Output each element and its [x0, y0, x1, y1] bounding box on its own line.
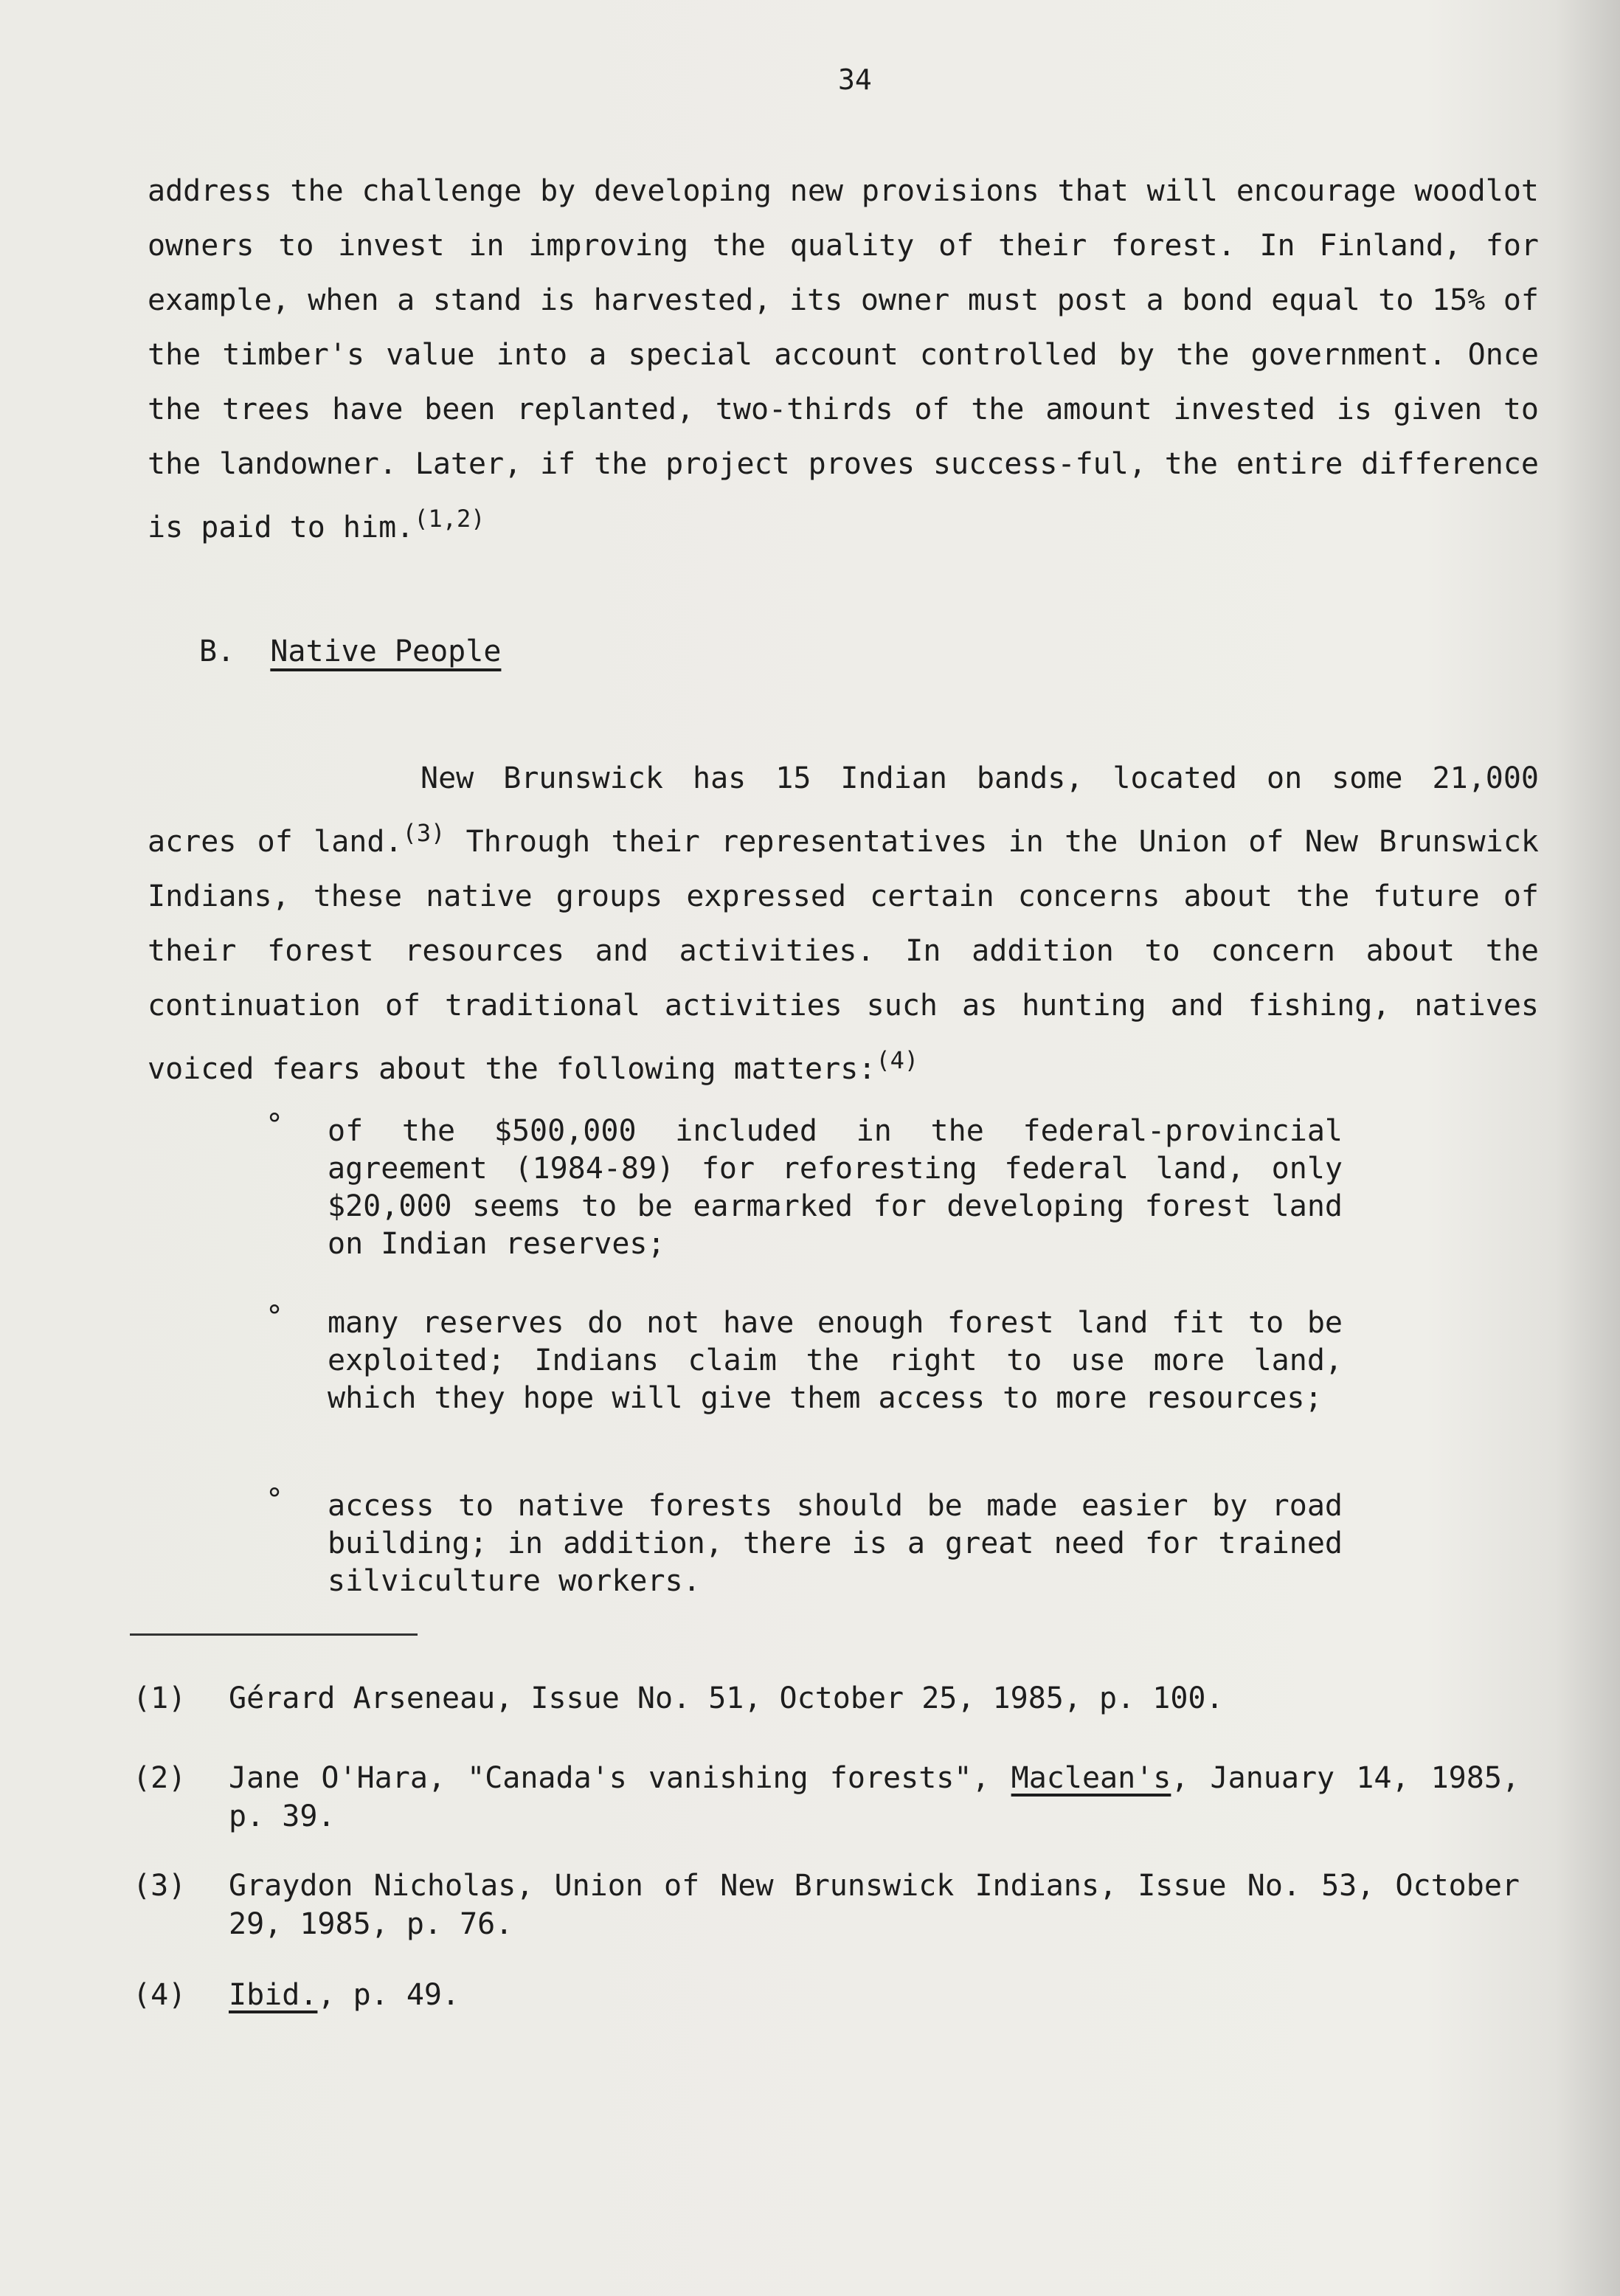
footnote-text-pre: Jane O'Hara, "Canada's vanishing forests",	[229, 1761, 1011, 1795]
concerns-list-3	[266, 1483, 1343, 1600]
section-heading	[199, 634, 501, 668]
ibid-abbreviation: Ibid.	[229, 1978, 318, 2012]
footnote-4	[133, 1976, 1520, 2014]
footnote-text-post: , January 14, 1985, p. 39.	[229, 1761, 1520, 1833]
paragraph-native-people	[148, 751, 1539, 1096]
list-item-text: access to native forests should be made easier by road building; in addition, there is a great need for trained silviculture workers.	[328, 1489, 1343, 1598]
footnote-3	[133, 1867, 1520, 1943]
list-item-text: many reserves do not have enough forest land fit to be exploited; Indians claim the right to use more land, which they hope will give them access to more resources;	[328, 1306, 1343, 1415]
footnote-text: Graydon Nicholas, Union of New Brunswick Indians, Issue No. 53, October 29, 1985, p. 76.	[229, 1869, 1520, 1941]
concerns-list-2	[266, 1300, 1343, 1417]
page-number: 34	[838, 63, 872, 96]
section-title: Native People	[270, 634, 502, 668]
footnote-2	[133, 1759, 1520, 1836]
footnote-text: Gérard Arseneau, Issue No. 51, October 25, 1985, p. 100.	[229, 1681, 1224, 1715]
footnote-label: (2)	[133, 1761, 187, 1795]
footnote-ref: (1,2)	[414, 505, 485, 533]
footnote-text	[229, 1759, 1520, 1836]
list-item	[266, 1108, 1343, 1263]
concerns-list	[266, 1108, 1343, 1263]
footnote-ref: (3)	[402, 819, 446, 847]
list-item	[266, 1300, 1343, 1417]
footnote-label: (1)	[133, 1681, 187, 1715]
paragraph-finland	[148, 164, 1539, 555]
list-item-text: of the $500,000 included in the federal-provincial agreement (1984-89) for reforesting federal land, only $20,000 seems to be earmarked for developing forest land on Indian reserves;	[328, 1114, 1343, 1261]
paragraph-text: address the challenge by developing new provisions that will encourage woodlot owners to invest in improving the quality of their forest. In Finland, for example, when a stand is harvested, its owner must post a bond equal to 15% of the timber's value into a special account controlled by the government. Once the trees have been replanted, two-thirds of the amount invested is given to the landowner. Later, if the project proves success-ful, the entire difference is paid to him.	[148, 174, 1539, 544]
footnote-ref: (4)	[876, 1046, 919, 1074]
footnote-label: (3)	[133, 1869, 187, 1903]
bullet-mark-icon: °	[266, 1483, 284, 1517]
paragraph-text-part1: New Brunswick has 15 Indian bands, located on some 21,000 acres of land.	[148, 761, 1539, 859]
publication-title: Maclean's	[1011, 1761, 1171, 1795]
footnote-1	[133, 1679, 1520, 1718]
paragraph-text-part2: Through their representatives in the Union of New Brunswick Indians, these native groups expressed certain concerns about the future of their forest resources and activities. In addition to concern about the continuation of traditional activities such as hunting and fishing, natives voiced fears about the following matters:	[148, 825, 1539, 1086]
footnote-divider	[130, 1633, 418, 1636]
footnote-text-post: , p. 49.	[317, 1978, 460, 2012]
bullet-mark-icon: °	[266, 1300, 284, 1334]
section-letter: B.	[199, 634, 235, 668]
footnote-label: (4)	[133, 1978, 187, 2012]
bullet-mark-icon: °	[266, 1108, 284, 1142]
footnote-text	[229, 1976, 1520, 2014]
list-item	[266, 1483, 1343, 1600]
